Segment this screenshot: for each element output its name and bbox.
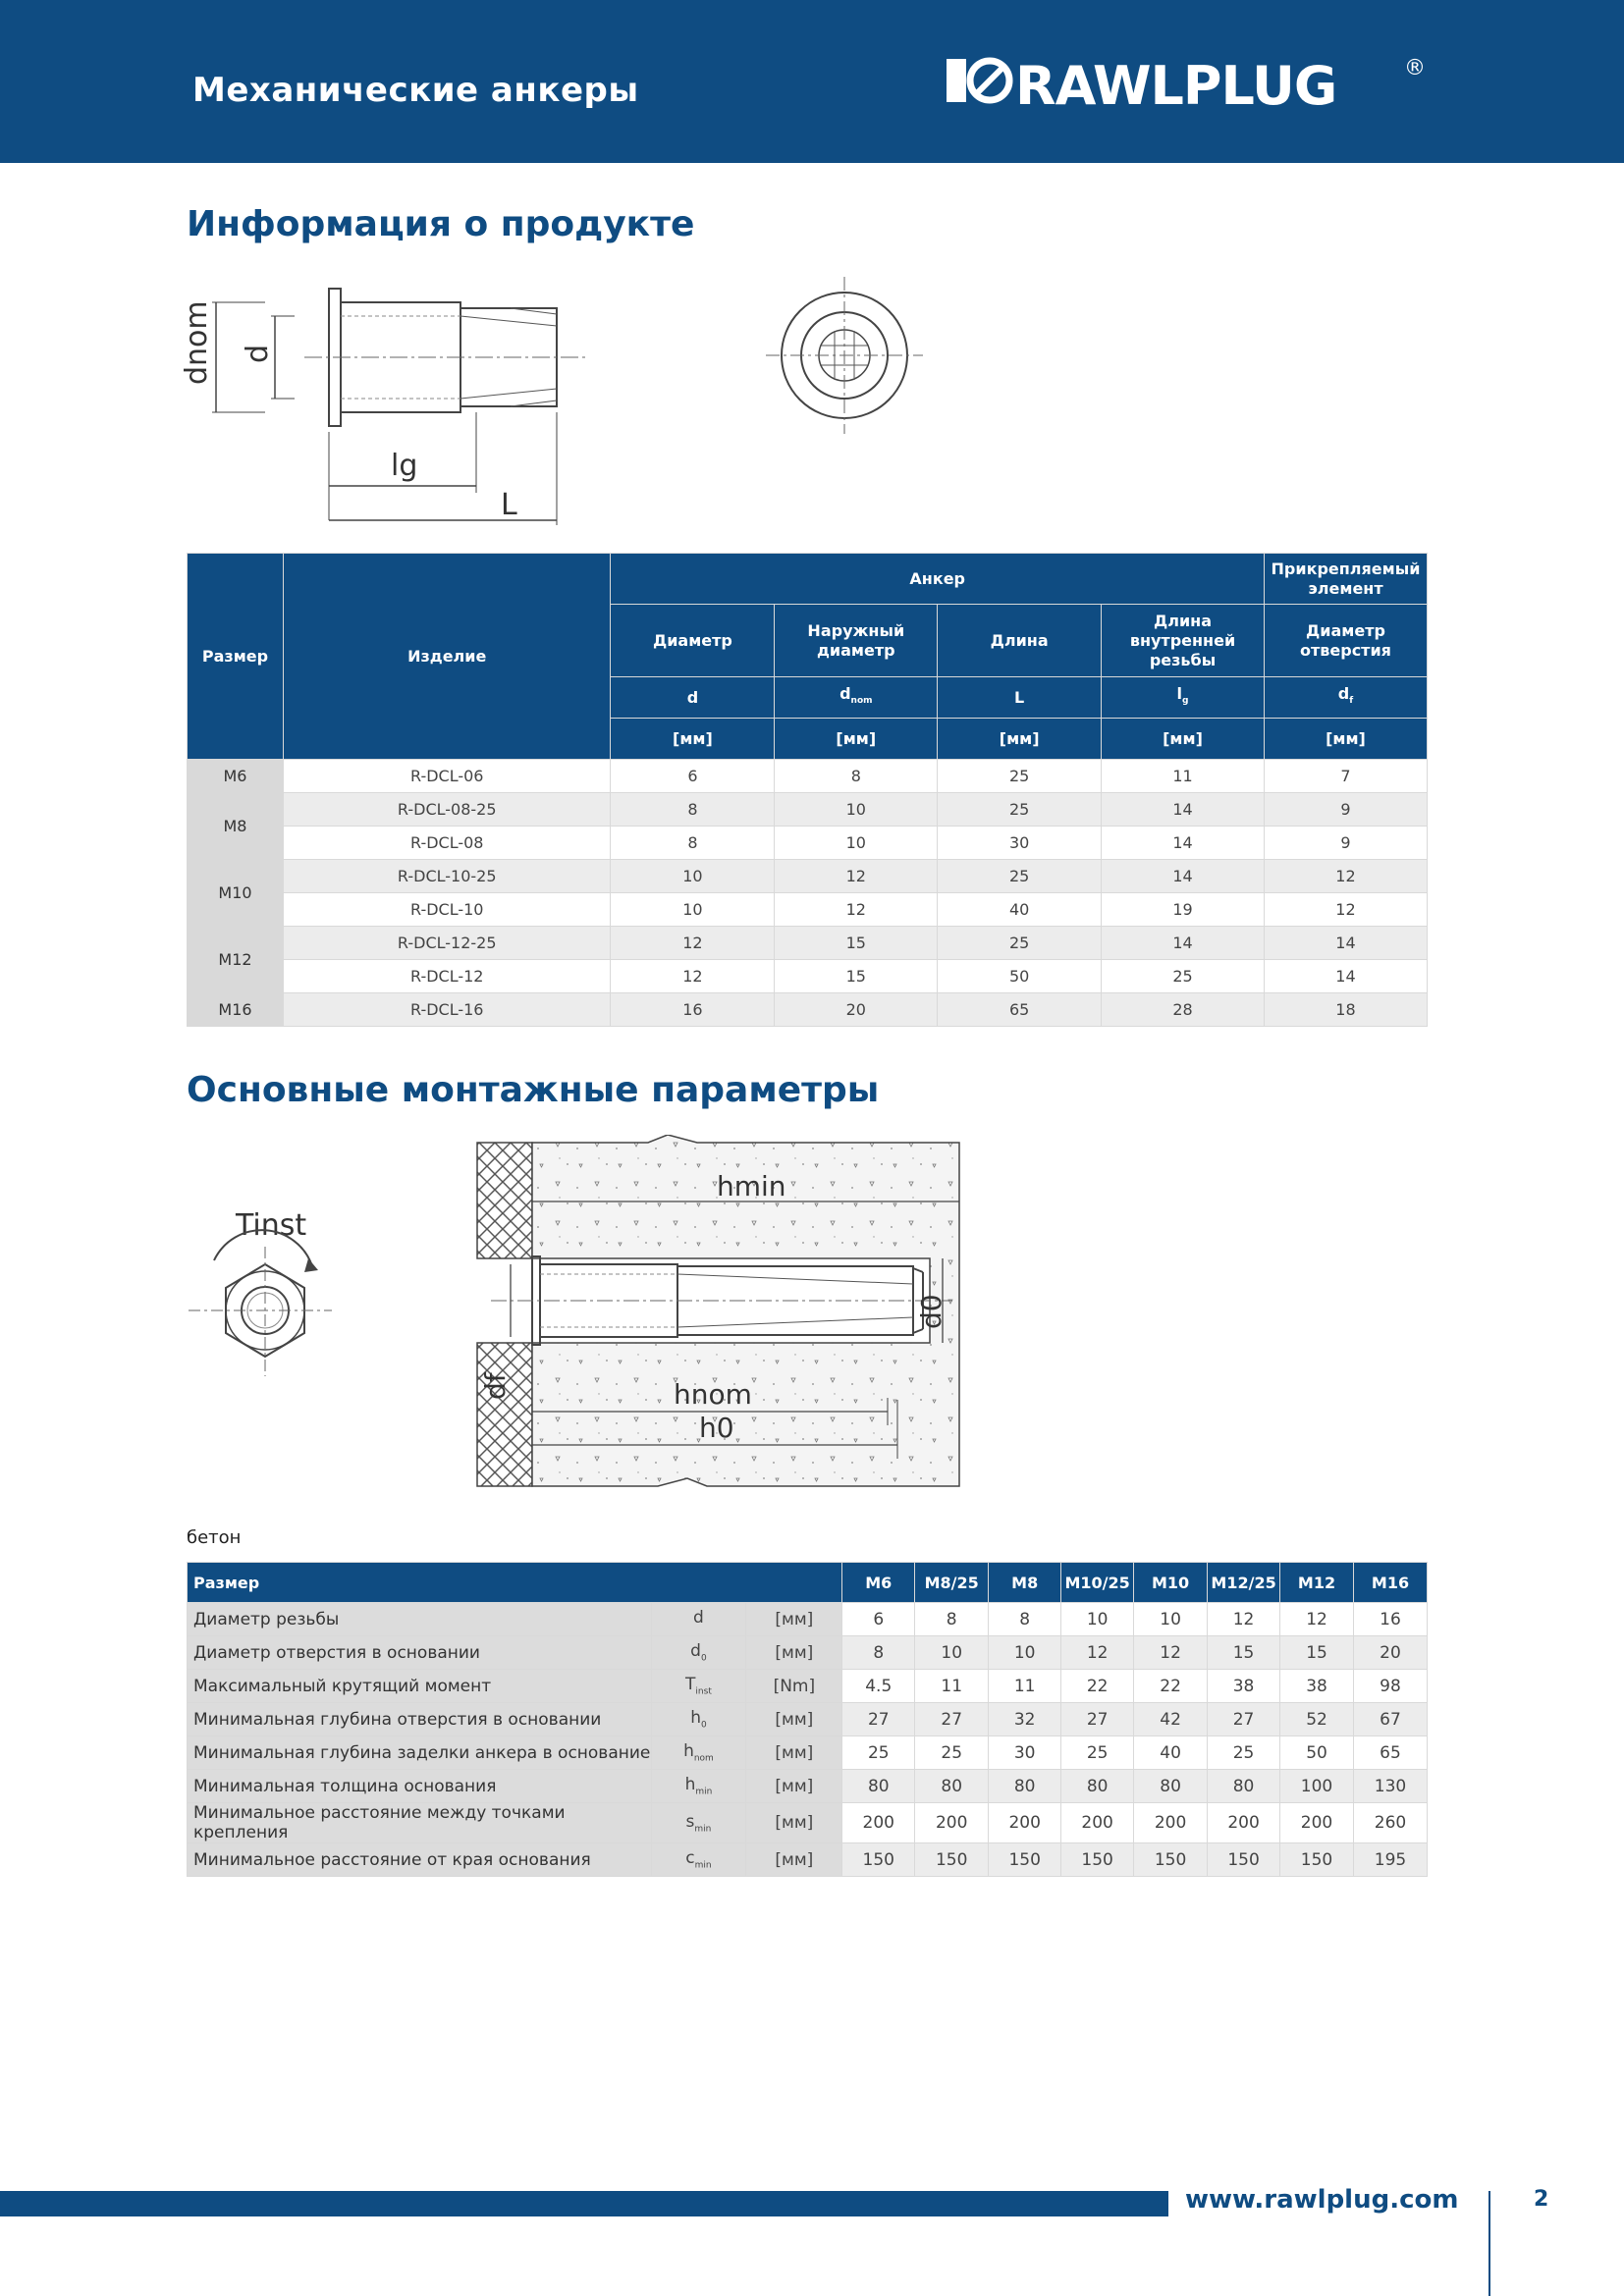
product-code-cell: R-DCL-08 <box>283 827 611 860</box>
value-cell: 12 <box>611 927 775 960</box>
value-cell: 25 <box>938 793 1102 827</box>
value-cell: 22 <box>1061 1670 1134 1703</box>
header-row <box>188 1563 1428 1603</box>
table-row <box>188 1703 1428 1736</box>
value-cell: 67 <box>1353 1703 1427 1736</box>
param-symbol-cell: $c_{min}$ <box>651 1843 746 1877</box>
value-cell: 25 <box>1102 960 1265 993</box>
value-cell: 12 <box>775 893 938 927</box>
value-cell: 11 <box>915 1670 989 1703</box>
value-cell: 10 <box>775 827 938 860</box>
col-header-size-value: M6 <box>842 1563 915 1603</box>
value-cell: 260 <box>1353 1803 1427 1843</box>
table-row <box>188 860 1428 893</box>
size-cell: M12 <box>188 927 284 993</box>
value-cell: 10 <box>611 860 775 893</box>
value-cell: 22 <box>1134 1670 1208 1703</box>
col-header-diameter: Диаметр <box>611 605 775 677</box>
value-cell: 12 <box>1061 1636 1134 1670</box>
table-row <box>188 993 1428 1027</box>
col-header-size-value: M10 <box>1134 1563 1208 1603</box>
footer-website-link[interactable]: www.rawlplug.com <box>1185 2185 1459 2215</box>
col-header-size-value: M12 <box>1280 1563 1354 1603</box>
param-unit-cell: [Nm] <box>746 1670 842 1703</box>
value-cell: 15 <box>775 927 938 960</box>
value-cell: 98 <box>1353 1670 1427 1703</box>
param-name-cell: Минимальное расстояние между точками крепления <box>188 1803 652 1843</box>
col-header-size-value: M12/25 <box>1208 1563 1280 1603</box>
value-cell: 11 <box>1102 760 1265 793</box>
product-code-cell: R-DCL-10 <box>283 893 611 927</box>
value-cell: 8 <box>915 1603 989 1636</box>
value-cell: 200 <box>842 1803 915 1843</box>
section-title-install-params: Основные монтажные параметры <box>187 1070 880 1110</box>
value-cell: 50 <box>938 960 1102 993</box>
param-name-cell: Максимальный крутящий момент <box>188 1670 652 1703</box>
value-cell: 25 <box>938 760 1102 793</box>
value-cell: 27 <box>842 1703 915 1736</box>
svg-text:df: df <box>479 1372 512 1400</box>
unit-cell: [мм] <box>775 719 938 760</box>
table-row <box>188 1770 1428 1803</box>
svg-text:L: L <box>501 488 517 522</box>
table-row <box>188 1843 1428 1877</box>
param-symbol-cell: $h_0$ <box>651 1703 746 1736</box>
param-symbol-cell: $T_{inst}$ <box>651 1670 746 1703</box>
svg-text:h0: h0 <box>699 1412 734 1444</box>
value-cell: 27 <box>1061 1703 1134 1736</box>
value-cell: 28 <box>1102 993 1265 1027</box>
param-unit-cell: [мм] <box>746 1636 842 1670</box>
value-cell: 14 <box>1102 860 1265 893</box>
col-header-thread-length: Длина внутренней резьбы <box>1102 605 1265 677</box>
section-title-product-info: Информация о продукте <box>187 204 695 244</box>
table-row <box>188 827 1428 860</box>
value-cell: 200 <box>1061 1803 1134 1843</box>
size-cell: M8 <box>188 793 284 860</box>
value-cell: 150 <box>915 1843 989 1877</box>
value-cell: 12 <box>1134 1636 1208 1670</box>
value-cell: 20 <box>775 993 938 1027</box>
col-header-length: Длина <box>938 605 1102 677</box>
value-cell: 100 <box>1280 1770 1354 1803</box>
svg-text:dnom: dnom <box>180 300 214 385</box>
value-cell: 40 <box>1134 1736 1208 1770</box>
value-cell: 14 <box>1102 927 1265 960</box>
value-cell: 25 <box>938 860 1102 893</box>
param-symbol-cell: $s_{min}$ <box>651 1803 746 1843</box>
col-header-outer-diameter: Наружный диаметр <box>775 605 938 677</box>
col-header-item: Изделие <box>283 554 611 760</box>
col-header-fixture: Прикрепляемый элемент <box>1264 554 1427 605</box>
value-cell: 12 <box>1264 893 1427 927</box>
value-cell: 30 <box>989 1736 1061 1770</box>
table-row <box>188 927 1428 960</box>
footer-bar <box>0 2191 1168 2216</box>
value-cell: 50 <box>1280 1736 1354 1770</box>
product-table <box>187 553 1428 1027</box>
unit-cell: [мм] <box>611 719 775 760</box>
unit-cell: [мм] <box>938 719 1102 760</box>
table-row <box>188 1803 1428 1843</box>
value-cell: 4.5 <box>842 1670 915 1703</box>
value-cell: 10 <box>915 1636 989 1670</box>
value-cell: 40 <box>938 893 1102 927</box>
value-cell: 25 <box>842 1736 915 1770</box>
value-cell: 80 <box>915 1770 989 1803</box>
value-cell: 8 <box>775 760 938 793</box>
table-row <box>188 1603 1428 1636</box>
param-name-cell: Минимальное расстояние от края основания <box>188 1843 652 1877</box>
value-cell: 150 <box>1208 1843 1280 1877</box>
param-symbol-cell: $h_{nom}$ <box>651 1736 746 1770</box>
value-cell: 9 <box>1264 827 1427 860</box>
symbol-df: $d_f$ <box>1264 677 1427 719</box>
product-code-cell: R-DCL-12-25 <box>283 927 611 960</box>
value-cell: 80 <box>1134 1770 1208 1803</box>
value-cell: 150 <box>842 1843 915 1877</box>
param-unit-cell: [мм] <box>746 1843 842 1877</box>
svg-text:Tinst: Tinst <box>236 1208 307 1243</box>
value-cell: 27 <box>1208 1703 1280 1736</box>
torque-hex-drawing <box>185 1207 332 1394</box>
col-header-size-value: M10/25 <box>1061 1563 1134 1603</box>
value-cell: 200 <box>915 1803 989 1843</box>
param-name-cell: Минимальная глубина заделки анкера в основание <box>188 1736 652 1770</box>
value-cell: 27 <box>915 1703 989 1736</box>
param-unit-cell: [мм] <box>746 1770 842 1803</box>
value-cell: 200 <box>1280 1803 1354 1843</box>
unit-cell: [мм] <box>1102 719 1265 760</box>
symbol-L: L <box>938 677 1102 719</box>
size-cell: M10 <box>188 860 284 927</box>
symbol-lg: $l_g$ <box>1102 677 1265 719</box>
col-header-size: Размер <box>188 554 284 760</box>
value-cell: 8 <box>611 827 775 860</box>
value-cell: 38 <box>1280 1670 1354 1703</box>
value-cell: 12 <box>1208 1603 1280 1636</box>
value-cell: 6 <box>842 1603 915 1636</box>
table-row <box>188 1736 1428 1770</box>
install-params-header <box>188 1563 1428 1603</box>
param-symbol-cell: d <box>651 1603 746 1636</box>
value-cell: 25 <box>915 1736 989 1770</box>
value-cell: 7 <box>1264 760 1427 793</box>
value-cell: 38 <box>1208 1670 1280 1703</box>
value-cell: 8 <box>611 793 775 827</box>
value-cell: 12 <box>1280 1603 1354 1636</box>
value-cell: 10 <box>1134 1603 1208 1636</box>
param-name-cell: Минимальная толщина основания <box>188 1770 652 1803</box>
svg-text:hmin: hmin <box>717 1170 786 1202</box>
value-cell: 9 <box>1264 793 1427 827</box>
value-cell: 12 <box>775 860 938 893</box>
value-cell: 10 <box>611 893 775 927</box>
product-code-cell: R-DCL-06 <box>283 760 611 793</box>
install-params-table <box>187 1562 1428 1877</box>
page-number: 2 <box>1534 2187 1549 2212</box>
value-cell: 25 <box>1208 1736 1280 1770</box>
table-row <box>188 960 1428 993</box>
value-cell: 80 <box>1061 1770 1134 1803</box>
install-params-body <box>188 1603 1428 1877</box>
param-name-cell: Диаметр отверстия в основании <box>188 1636 652 1670</box>
product-table-body <box>188 760 1428 1027</box>
value-cell: 18 <box>1264 993 1427 1027</box>
param-name-cell: Диаметр резьбы <box>188 1603 652 1636</box>
value-cell: 200 <box>1208 1803 1280 1843</box>
value-cell: 14 <box>1264 960 1427 993</box>
installation-section-drawing <box>471 1135 962 1493</box>
value-cell: 10 <box>1061 1603 1134 1636</box>
value-cell: 8 <box>842 1636 915 1670</box>
value-cell: 65 <box>938 993 1102 1027</box>
product-code-cell: R-DCL-12 <box>283 960 611 993</box>
value-cell: 16 <box>1353 1603 1427 1636</box>
table-row <box>188 760 1428 793</box>
product-code-cell: R-DCL-16 <box>283 993 611 1027</box>
value-cell: 20 <box>1353 1636 1427 1670</box>
value-cell: 42 <box>1134 1703 1208 1736</box>
value-cell: 150 <box>1061 1843 1134 1877</box>
svg-text:®: ® <box>1404 56 1426 80</box>
table-row <box>188 1636 1428 1670</box>
table-row <box>188 793 1428 827</box>
value-cell: 6 <box>611 760 775 793</box>
svg-text:lg: lg <box>391 449 418 483</box>
value-cell: 15 <box>775 960 938 993</box>
value-cell: 19 <box>1102 893 1265 927</box>
value-cell: 14 <box>1102 827 1265 860</box>
svg-text:hnom: hnom <box>674 1378 752 1411</box>
value-cell: 14 <box>1102 793 1265 827</box>
col-header-size-value: M8 <box>989 1563 1061 1603</box>
value-cell: 25 <box>1061 1736 1134 1770</box>
param-unit-cell: [мм] <box>746 1703 842 1736</box>
value-cell: 11 <box>989 1670 1061 1703</box>
value-cell: 15 <box>1208 1636 1280 1670</box>
symbol-d: d <box>611 677 775 719</box>
value-cell: 30 <box>938 827 1102 860</box>
value-cell: 195 <box>1353 1843 1427 1877</box>
param-symbol-cell: $h_{min}$ <box>651 1770 746 1803</box>
col-header-size-value: M8/25 <box>915 1563 989 1603</box>
value-cell: 32 <box>989 1703 1061 1736</box>
product-code-cell: R-DCL-08-25 <box>283 793 611 827</box>
param-unit-cell: [мм] <box>746 1736 842 1770</box>
product-code-cell: R-DCL-10-25 <box>283 860 611 893</box>
value-cell: 200 <box>989 1803 1061 1843</box>
param-unit-cell: [мм] <box>746 1603 842 1636</box>
param-symbol-cell: $d_0$ <box>651 1636 746 1670</box>
unit-cell: [мм] <box>1264 719 1427 760</box>
value-cell: 14 <box>1264 927 1427 960</box>
col-header-size: Размер <box>188 1563 842 1603</box>
value-cell: 150 <box>1134 1843 1208 1877</box>
value-cell: 8 <box>989 1603 1061 1636</box>
value-cell: 10 <box>989 1636 1061 1670</box>
svg-text:d: d <box>241 344 275 363</box>
col-header-size-value: M16 <box>1353 1563 1427 1603</box>
value-cell: 200 <box>1134 1803 1208 1843</box>
value-cell: 25 <box>938 927 1102 960</box>
value-cell: 80 <box>1208 1770 1280 1803</box>
size-cell: M6 <box>188 760 284 793</box>
value-cell: 65 <box>1353 1736 1427 1770</box>
value-cell: 80 <box>989 1770 1061 1803</box>
col-header-hole-diameter: Диаметр отверстия <box>1264 605 1427 677</box>
anchor-dimension-drawing <box>177 275 992 540</box>
value-cell: 12 <box>1264 860 1427 893</box>
value-cell: 150 <box>989 1843 1061 1877</box>
svg-text:d0: d0 <box>915 1294 947 1329</box>
value-cell: 12 <box>611 960 775 993</box>
value-cell: 150 <box>1280 1843 1354 1877</box>
col-header-anchor: Анкер <box>611 554 1264 605</box>
table-row <box>188 1670 1428 1703</box>
value-cell: 52 <box>1280 1703 1354 1736</box>
footer-divider <box>1489 2191 1490 2296</box>
svg-text:RAWLPLUG: RAWLPLUG <box>1015 55 1337 112</box>
size-cell: M16 <box>188 993 284 1027</box>
symbol-dnom: $d_{nom}$ <box>775 677 938 719</box>
header-title: Механические анкеры <box>192 71 639 110</box>
value-cell: 130 <box>1353 1770 1427 1803</box>
value-cell: 15 <box>1280 1636 1354 1670</box>
param-name-cell: Минимальная глубина отверстия в основании <box>188 1703 652 1736</box>
value-cell: 80 <box>842 1770 915 1803</box>
value-cell: 10 <box>775 793 938 827</box>
base-material-label: бетон <box>187 1527 242 1548</box>
rawlplug-logo <box>943 53 1434 116</box>
table-row <box>188 893 1428 927</box>
param-unit-cell: [мм] <box>746 1803 842 1843</box>
value-cell: 16 <box>611 993 775 1027</box>
header-banner <box>0 0 1624 163</box>
